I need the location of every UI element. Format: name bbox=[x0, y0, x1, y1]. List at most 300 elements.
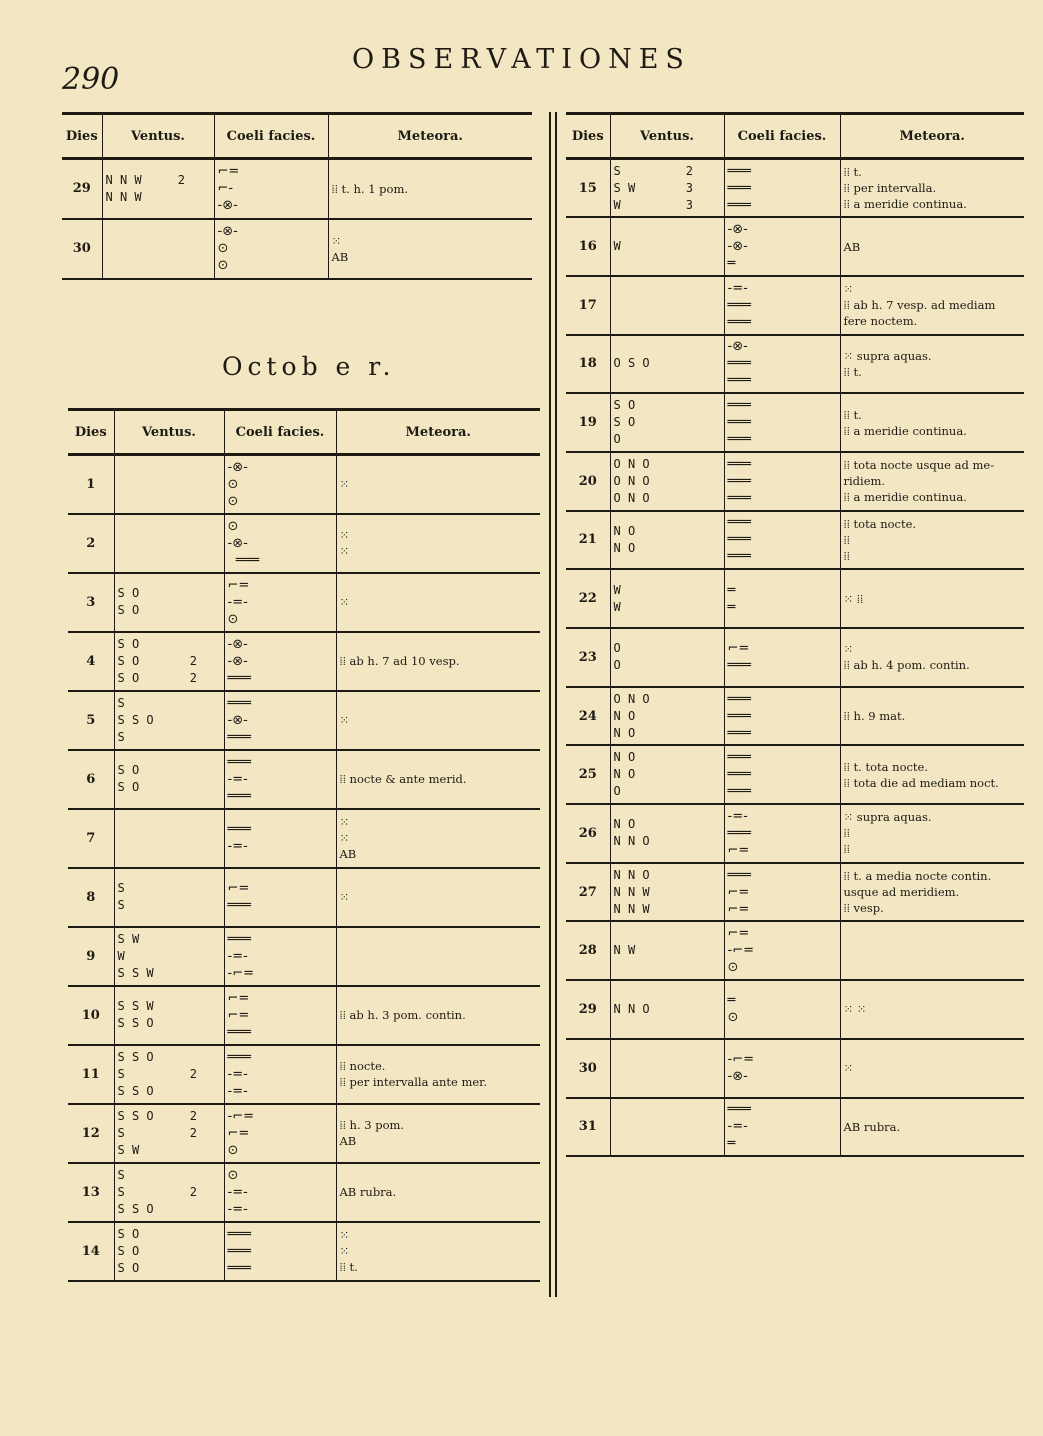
sky-line: ═ bbox=[727, 599, 736, 615]
meteora-cell bbox=[328, 159, 532, 219]
sky-line: -⌐= bbox=[227, 1108, 254, 1124]
wind-line: N N O bbox=[613, 834, 650, 849]
meteora-cell bbox=[336, 1163, 540, 1222]
header-meteora: Meteora. bbox=[336, 410, 540, 455]
sky-line: ═══ bbox=[727, 658, 751, 674]
day-cell: 29 bbox=[566, 980, 610, 1039]
sky-cell bbox=[724, 921, 840, 980]
header-dies: Dies bbox=[62, 114, 102, 159]
sky-line: ⌐= bbox=[227, 1125, 250, 1141]
sky-line: ═══ bbox=[227, 1024, 251, 1040]
meteora-cell bbox=[336, 632, 540, 691]
wind-cell bbox=[114, 1222, 224, 1281]
sky-line: ═══ bbox=[227, 1243, 251, 1259]
day-cell: 15 bbox=[566, 159, 610, 218]
sky-cell bbox=[214, 159, 328, 219]
table-row bbox=[68, 868, 540, 927]
day-cell: 1 bbox=[68, 455, 114, 514]
meteora-line: ⁞⁞ per intervalla ante mer. bbox=[339, 1075, 488, 1089]
sky-line: ═══ bbox=[727, 197, 751, 213]
meteora-cell bbox=[840, 569, 1024, 628]
sky-line: ═══ bbox=[727, 180, 751, 196]
page-number: 290 bbox=[62, 62, 120, 97]
meteora-line: ⁞⁞ bbox=[843, 842, 850, 857]
page-title: OBSERVATIONES bbox=[352, 44, 691, 75]
meteora-cell bbox=[336, 868, 540, 927]
day-cell: 5 bbox=[68, 691, 114, 750]
wind-line: S S O bbox=[117, 1016, 154, 1030]
sky-line: ═══ bbox=[727, 784, 751, 800]
wind-cell bbox=[610, 511, 724, 570]
wind-line: S 2 bbox=[613, 163, 693, 178]
wind-cell bbox=[114, 1163, 224, 1222]
wind-cell bbox=[114, 809, 224, 868]
wind-line: S O bbox=[117, 603, 140, 617]
wind-line: N N O bbox=[613, 867, 650, 882]
meteora-line: ⁙ bbox=[843, 1061, 854, 1076]
wind-line: N O bbox=[613, 523, 636, 538]
sky-line: ═══ bbox=[227, 788, 251, 804]
sky-line: -⊗- bbox=[227, 636, 248, 652]
wind-cell bbox=[610, 393, 724, 452]
sky-line: ⊙ bbox=[727, 960, 739, 976]
sky-cell bbox=[724, 159, 840, 218]
meteora-line: ⁙ bbox=[339, 528, 350, 542]
meteora-line: ⁞⁞ a meridie continua. bbox=[843, 490, 967, 505]
meteora-line: ⁙ ⁙ bbox=[843, 1002, 867, 1017]
wind-line: S S O bbox=[117, 712, 154, 727]
sky-line: ⌐= bbox=[227, 1007, 250, 1023]
sky-line: ═══ bbox=[227, 552, 260, 568]
sky-line: -=- bbox=[227, 1184, 248, 1200]
wind-line: N N O bbox=[613, 1001, 650, 1016]
sky-line: ═ bbox=[727, 993, 736, 1009]
day-cell: 20 bbox=[566, 452, 610, 511]
wind-cell bbox=[610, 1098, 724, 1157]
day-cell: 17 bbox=[566, 276, 610, 335]
table-row bbox=[566, 863, 1024, 922]
sky-line: -=- bbox=[227, 1066, 248, 1082]
sky-line: ═══ bbox=[227, 898, 251, 913]
sky-line: ═══ bbox=[727, 515, 751, 531]
table-row bbox=[566, 452, 1024, 511]
sky-cell bbox=[224, 986, 336, 1045]
table-row bbox=[566, 393, 1024, 452]
meteora-line: fere noctem. bbox=[843, 314, 918, 329]
october-table-left bbox=[68, 408, 540, 1282]
table-row bbox=[68, 1222, 540, 1281]
table-row bbox=[68, 927, 540, 986]
header-coeli-facies: Coeli facies. bbox=[224, 410, 336, 455]
header-ventus: Ventus. bbox=[114, 410, 224, 455]
table-row bbox=[68, 1163, 540, 1222]
wind-line: S S O 2 bbox=[117, 1108, 197, 1123]
wind-line: N O bbox=[613, 750, 636, 765]
month-title: Octob e r. bbox=[222, 352, 396, 381]
sky-cell bbox=[724, 511, 840, 570]
meteora-cell bbox=[336, 514, 540, 573]
wind-line: S S O bbox=[117, 1083, 154, 1098]
sky-line: -⌐= bbox=[727, 943, 754, 959]
table-row bbox=[566, 1039, 1024, 1098]
day-cell: 22 bbox=[566, 569, 610, 628]
header-coeli-facies: Coeli facies. bbox=[724, 114, 840, 159]
wind-line: S O 2 bbox=[117, 653, 197, 668]
sky-cell bbox=[724, 393, 840, 452]
meteora-cell bbox=[840, 452, 1024, 511]
sky-line: -⌐= bbox=[727, 1052, 754, 1068]
meteora-cell bbox=[840, 628, 1024, 687]
wind-line: S 2 bbox=[117, 1066, 197, 1081]
day-cell: 12 bbox=[68, 1104, 114, 1163]
wind-line: O S O bbox=[613, 356, 650, 371]
table-row bbox=[68, 750, 540, 809]
meteora-line: ⁞⁞ nocte & ante merid. bbox=[339, 772, 467, 786]
wind-cell bbox=[114, 455, 224, 514]
sky-line: ⌐= bbox=[227, 990, 250, 1006]
wind-line: W bbox=[613, 239, 621, 254]
sky-line: ⌐= bbox=[227, 577, 250, 593]
wind-line: S S W bbox=[117, 999, 154, 1013]
meteora-line: ⁞⁞ tota nocte. bbox=[843, 516, 917, 531]
sky-line: -⌐= bbox=[227, 965, 254, 981]
table-row bbox=[68, 986, 540, 1045]
wind-cell bbox=[610, 569, 724, 628]
meteora-cell bbox=[336, 455, 540, 514]
wind-line: W bbox=[613, 599, 621, 614]
day-cell: 29 bbox=[62, 159, 102, 219]
sky-line: ⊙ bbox=[217, 258, 229, 273]
wind-line: N N W bbox=[613, 901, 650, 916]
wind-cell bbox=[610, 687, 724, 746]
sky-line: ═══ bbox=[227, 822, 251, 837]
sky-line: -⊗- bbox=[727, 339, 748, 355]
sky-line: -=- bbox=[227, 771, 248, 787]
meteora-line: ⁞⁞ bbox=[843, 532, 850, 547]
sky-line: ⌐- bbox=[217, 181, 234, 197]
sky-line: ═══ bbox=[727, 373, 751, 389]
day-cell: 6 bbox=[68, 750, 114, 809]
meteora-cell bbox=[840, 511, 1024, 570]
meteora-cell bbox=[840, 804, 1024, 863]
column-divider bbox=[549, 112, 557, 1297]
day-cell: 19 bbox=[566, 393, 610, 452]
meteora-line: ⁞⁞ tota die ad mediam noct. bbox=[843, 775, 999, 790]
sky-line: -=- bbox=[227, 948, 248, 964]
table-row bbox=[68, 514, 540, 573]
wind-cell bbox=[610, 921, 724, 980]
wind-cell bbox=[114, 1104, 224, 1163]
meteora-line: ⁞⁞ bbox=[843, 826, 850, 841]
meteora-cell bbox=[840, 159, 1024, 218]
sky-line: ⌐= bbox=[727, 884, 750, 900]
meteora-line: ⁞⁞ h. 9 mat. bbox=[843, 709, 906, 724]
meteora-line: ⁞⁞ tota nocte usque ad me- bbox=[843, 458, 995, 473]
sky-cell bbox=[224, 514, 336, 573]
sky-line: ═══ bbox=[727, 456, 751, 472]
wind-line: S bbox=[117, 695, 125, 710]
sky-line: -⊗- bbox=[727, 1069, 748, 1085]
table-row bbox=[566, 628, 1024, 687]
day-cell: 4 bbox=[68, 632, 114, 691]
meteora-line: ⁞⁞ nocte. bbox=[339, 1059, 386, 1073]
meteora-cell bbox=[328, 219, 532, 279]
sky-line: ⊙ bbox=[227, 1167, 239, 1183]
wind-line: S O bbox=[117, 763, 140, 777]
meteora-line: ⁙ bbox=[339, 713, 350, 727]
sky-cell bbox=[224, 1045, 336, 1104]
sky-line: ═══ bbox=[227, 754, 251, 770]
wind-line: S O 2 bbox=[117, 670, 197, 685]
october-right-rows bbox=[566, 159, 1024, 1157]
wind-line: N N W 2 bbox=[105, 172, 185, 187]
wind-cell bbox=[114, 986, 224, 1045]
sky-line: ═══ bbox=[727, 549, 751, 565]
meteora-line: ⁙ bbox=[339, 544, 350, 558]
meteora-line: ⁞⁞ ab h. 3 pom. contin. bbox=[339, 1008, 466, 1022]
wind-cell bbox=[610, 335, 724, 394]
meteora-line: ⁞⁞ t. bbox=[843, 364, 862, 379]
wind-cell bbox=[114, 632, 224, 691]
meteora-line: ⁞⁞ a meridie continua. bbox=[843, 423, 967, 438]
meteora-cell bbox=[840, 1039, 1024, 1098]
wind-line: S O bbox=[613, 415, 636, 430]
wind-line: S S O bbox=[117, 1049, 154, 1064]
sky-cell bbox=[724, 335, 840, 394]
sky-line: ⊙ bbox=[217, 241, 229, 256]
sky-cell bbox=[724, 217, 840, 276]
wind-line: S bbox=[117, 1167, 125, 1182]
day-cell: 10 bbox=[68, 986, 114, 1045]
sky-line: ═══ bbox=[227, 695, 251, 711]
meteora-cell bbox=[840, 1098, 1024, 1157]
sky-line: ⊙ bbox=[227, 493, 239, 509]
sky-line: ═══ bbox=[727, 1102, 751, 1118]
header-coeli-facies: Coeli facies. bbox=[214, 114, 328, 159]
wind-line: W bbox=[613, 582, 621, 597]
meteora-cell bbox=[336, 927, 540, 986]
meteora-line: ⁞⁞ t. a media nocte contin. bbox=[843, 869, 992, 884]
sky-cell bbox=[224, 1222, 336, 1281]
wind-cell bbox=[610, 804, 724, 863]
sky-line: -⊗- bbox=[217, 224, 238, 239]
sky-cell bbox=[214, 219, 328, 279]
sky-line: ═══ bbox=[727, 750, 751, 766]
sky-cell bbox=[224, 809, 336, 868]
meteora-cell bbox=[336, 809, 540, 868]
sky-cell bbox=[724, 1098, 840, 1157]
sky-line: ═ bbox=[727, 582, 736, 598]
table-row bbox=[62, 159, 532, 219]
wind-line: N O bbox=[613, 708, 636, 723]
table-row bbox=[566, 569, 1024, 628]
meteora-line: ⁙ supra aquas. bbox=[843, 810, 932, 825]
sky-cell bbox=[724, 569, 840, 628]
wind-line: N O bbox=[613, 540, 636, 555]
wind-line: N W bbox=[613, 943, 636, 958]
meteora-cell bbox=[336, 1222, 540, 1281]
wind-line: S bbox=[117, 881, 125, 895]
sky-line: -⊗- bbox=[227, 653, 248, 669]
day-cell: 24 bbox=[566, 687, 610, 746]
day-cell: 2 bbox=[68, 514, 114, 573]
meteora-cell bbox=[336, 1104, 540, 1163]
sky-line: ⊙ bbox=[227, 611, 239, 627]
meteora-line: ridiem. bbox=[843, 474, 886, 489]
sky-line: ═══ bbox=[227, 931, 251, 947]
sky-line: -=- bbox=[727, 808, 748, 824]
wind-line: S O bbox=[117, 586, 140, 600]
table-row bbox=[68, 1104, 540, 1163]
sky-line: ⊙ bbox=[227, 476, 239, 492]
wind-line: S bbox=[117, 898, 125, 912]
day-cell: 30 bbox=[566, 1039, 610, 1098]
september-rows bbox=[62, 159, 532, 279]
meteora-line: ⁞⁞ vesp. bbox=[843, 901, 884, 916]
meteora-line: ⁞⁞ ab h. 4 pom. contin. bbox=[843, 658, 970, 673]
wind-line: S S O bbox=[117, 1201, 154, 1216]
meteora-line: ⁙ bbox=[339, 1244, 350, 1258]
sky-line: ═══ bbox=[727, 825, 751, 841]
table-row bbox=[566, 687, 1024, 746]
day-cell: 8 bbox=[68, 868, 114, 927]
wind-cell bbox=[102, 219, 214, 279]
sky-line: ═ bbox=[727, 1136, 736, 1152]
wind-line: N O bbox=[613, 767, 636, 782]
meteora-line: ⁙ bbox=[339, 831, 350, 845]
meteora-line: AB bbox=[843, 239, 861, 254]
sky-line: ⌐= bbox=[727, 901, 750, 917]
table-row bbox=[68, 455, 540, 514]
header-dies: Dies bbox=[566, 114, 610, 159]
wind-line: O bbox=[613, 784, 621, 799]
wind-cell bbox=[610, 1039, 724, 1098]
header-meteora: Meteora. bbox=[840, 114, 1024, 159]
day-cell: 13 bbox=[68, 1163, 114, 1222]
table-row bbox=[68, 1045, 540, 1104]
wind-line: S W bbox=[117, 1142, 140, 1157]
meteora-line: ⁙ bbox=[331, 233, 342, 248]
wind-line: S O bbox=[117, 1243, 140, 1258]
sky-cell bbox=[224, 1104, 336, 1163]
sky-line: ⊙ bbox=[227, 1142, 239, 1158]
table-row bbox=[68, 691, 540, 750]
meteora-line: ⁞⁞ t. bbox=[339, 1260, 358, 1274]
day-cell: 14 bbox=[68, 1222, 114, 1281]
wind-line: O bbox=[613, 641, 621, 656]
wind-cell bbox=[114, 691, 224, 750]
sky-line: ⌐= bbox=[227, 881, 250, 896]
wind-line: O N O bbox=[613, 456, 650, 471]
september-table bbox=[62, 112, 532, 280]
sky-cell bbox=[224, 750, 336, 809]
day-cell: 21 bbox=[566, 511, 610, 570]
sky-cell bbox=[224, 573, 336, 632]
sky-cell bbox=[724, 745, 840, 804]
wind-line: S bbox=[117, 729, 125, 744]
sky-line: ═══ bbox=[227, 729, 251, 745]
meteora-line: usque ad meridiem. bbox=[843, 885, 960, 900]
table-row bbox=[566, 335, 1024, 394]
wind-line: O N O bbox=[613, 473, 650, 488]
meteora-line: ⁞⁞ t. bbox=[843, 165, 862, 180]
wind-line: S O bbox=[117, 636, 140, 651]
sky-line: -⊗- bbox=[727, 222, 748, 238]
sky-line: ═══ bbox=[727, 767, 751, 783]
wind-line: S O bbox=[117, 1226, 140, 1241]
day-cell: 16 bbox=[566, 217, 610, 276]
day-cell: 11 bbox=[68, 1045, 114, 1104]
sky-line: ═══ bbox=[727, 532, 751, 548]
meteora-cell bbox=[840, 335, 1024, 394]
sky-cell bbox=[224, 1163, 336, 1222]
meteora-cell bbox=[840, 276, 1024, 335]
sky-cell bbox=[724, 687, 840, 746]
meteora-cell bbox=[336, 691, 540, 750]
wind-line: S 2 bbox=[117, 1184, 197, 1199]
sky-line: ═══ bbox=[227, 1260, 251, 1276]
sky-cell bbox=[724, 628, 840, 687]
wind-line: N O bbox=[613, 725, 636, 740]
table-row bbox=[566, 1098, 1024, 1157]
sky-line: ═══ bbox=[227, 670, 251, 686]
sky-line: ⌐= bbox=[727, 926, 750, 942]
sky-line: ⌐= bbox=[217, 164, 240, 180]
wind-line: S O bbox=[117, 1260, 140, 1275]
wind-cell bbox=[610, 628, 724, 687]
sky-cell bbox=[724, 980, 840, 1039]
wind-cell bbox=[610, 863, 724, 922]
table-row bbox=[62, 219, 532, 279]
wind-line: N N W bbox=[613, 884, 650, 899]
sky-cell bbox=[724, 804, 840, 863]
sky-cell bbox=[224, 927, 336, 986]
sky-line: -=- bbox=[227, 594, 248, 610]
wind-cell bbox=[610, 217, 724, 276]
sky-line: ═══ bbox=[727, 163, 751, 179]
meteora-line: AB rubra. bbox=[339, 1185, 397, 1199]
sky-line: ═══ bbox=[727, 867, 751, 883]
sky-line: ═══ bbox=[727, 415, 751, 431]
day-cell: 3 bbox=[68, 573, 114, 632]
sky-line: -⊗- bbox=[727, 239, 748, 255]
sky-line: -⊗- bbox=[227, 535, 248, 551]
meteora-line: ⁙ ⁞⁞ bbox=[843, 591, 864, 606]
meteora-line: AB bbox=[331, 249, 349, 264]
day-cell: 23 bbox=[566, 628, 610, 687]
meteora-line: ⁞⁞ ab h. 7 ad 10 vesp. bbox=[339, 654, 460, 668]
wind-cell bbox=[114, 750, 224, 809]
meteora-cell bbox=[840, 687, 1024, 746]
wind-line: O N O bbox=[613, 691, 650, 706]
sky-line: -=- bbox=[727, 1119, 748, 1135]
sky-cell bbox=[224, 455, 336, 514]
meteora-cell bbox=[336, 1045, 540, 1104]
meteora-line: ⁙ bbox=[339, 1228, 350, 1242]
sky-cell bbox=[224, 868, 336, 927]
sky-line: -=- bbox=[227, 839, 248, 854]
sky-line: ═══ bbox=[727, 490, 751, 506]
sky-cell bbox=[224, 691, 336, 750]
meteora-cell bbox=[336, 573, 540, 632]
sky-cell bbox=[724, 452, 840, 511]
sky-line: ═ bbox=[727, 256, 736, 272]
meteora-line: ⁞⁞ bbox=[843, 548, 850, 563]
table-row bbox=[68, 809, 540, 868]
header-ventus: Ventus. bbox=[610, 114, 724, 159]
wind-line: O N O bbox=[613, 490, 650, 505]
wind-cell bbox=[114, 573, 224, 632]
